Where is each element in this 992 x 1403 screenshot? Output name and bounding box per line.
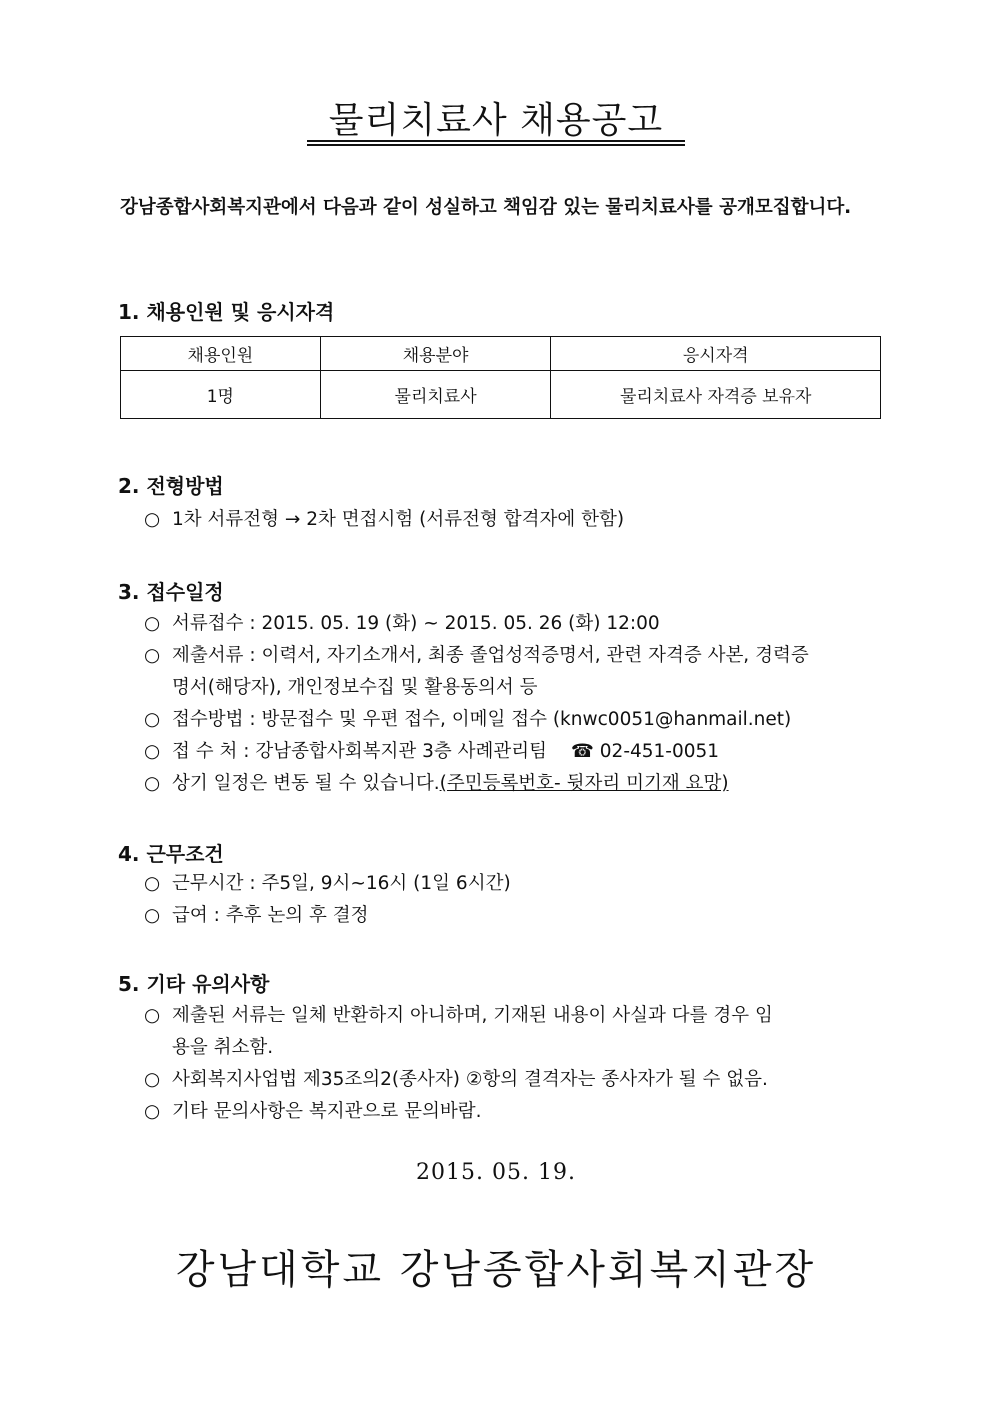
list-item: ○ 제출된 서류는 일체 반환하지 아니하며, 기재된 내용이 사실과 다를 경우 임 — [144, 1000, 773, 1032]
bullet-icon: ○ — [144, 873, 161, 894]
section5-heading: 5. 기타 유의사항 — [118, 972, 270, 996]
bullet-icon: ○ — [144, 773, 161, 794]
list-item-continuation: 용을 취소함. — [172, 1037, 274, 1058]
list-item: ○ 접 수 처 : 강남종합사회복지관 3층 사례관리팀 ☎ 02-451-0051 — [144, 736, 719, 768]
bullet-icon: ○ — [144, 1101, 161, 1122]
list-item: ○ 서류접수 : 2015. 05. 19 (화) ~ 2015. 05. 26 (화) 12:00 — [144, 608, 660, 640]
title-underline — [307, 144, 685, 146]
intro-paragraph: 강남종합사회복지관에서 다음과 같이 성실하고 책임감 있는 물리치료사를 공개모집합니다. — [120, 197, 852, 218]
bullet-icon: ○ — [144, 1005, 161, 1026]
phone-number: ☎ 02-451-0051 — [570, 741, 720, 762]
recruit-table — [120, 336, 881, 419]
list-item: ○ 급여 : 추후 논의 후 결정 — [144, 900, 368, 932]
table-row — [121, 371, 881, 419]
page-title: 물리치료사 채용공고 — [328, 100, 664, 141]
table-header-cell: 응시자격 — [551, 337, 881, 371]
table-cell: 1명 — [121, 371, 321, 419]
resident-number-note: (주민등록번호- 뒷자리 미기재 요망) — [439, 773, 729, 794]
list-item: ○ 1차 서류전형 → 2차 면접시험 (서류전형 합격자에 한함) — [144, 504, 624, 536]
table-cell: 물리치료사 — [320, 371, 551, 419]
section4-heading: 4. 근무조건 — [118, 842, 224, 866]
bullet-icon: ○ — [144, 905, 161, 926]
bullet-icon: ○ — [144, 613, 161, 634]
title-underline — [307, 140, 685, 142]
table-header-cell: 채용분야 — [320, 337, 551, 371]
section1-heading: 1. 채용인원 및 응시자격 — [118, 300, 335, 324]
bullet-icon: ○ — [144, 645, 161, 666]
list-item-continuation: 명서(해당자), 개인정보수집 및 활용동의서 등 — [172, 677, 538, 698]
section3-heading: 3. 접수일정 — [118, 580, 224, 604]
organization-signature: 강남대학교 강남종합사회복지관장 — [175, 1247, 817, 1293]
list-item: ○ 제출서류 : 이력서, 자기소개서, 최종 졸업성적증명서, 관련 자격증 사본, 경력증 — [144, 640, 809, 672]
list-item: ○ 접수방법 : 방문접수 및 우편 접수, 이메일 접수 (knwc0051@hanmail.net) — [144, 704, 791, 736]
section2-heading: 2. 전형방법 — [118, 474, 224, 498]
bullet-icon: ○ — [144, 509, 161, 530]
list-item: ○ 근무시간 : 주5일, 9시~16시 (1일 6시간) — [144, 868, 511, 900]
list-item: ○ 사회복지사업법 제35조의2(종사자) ②항의 결격자는 종사자가 될 수 없음. — [144, 1064, 768, 1096]
list-item: ○ 상기 일정은 변동 될 수 있습니다.(주민등록번호- 뒷자리 미기재 요망) — [144, 768, 729, 800]
table-header-cell: 채용인원 — [121, 337, 321, 371]
table-header-row — [121, 337, 881, 371]
table-cell: 물리치료사 자격증 보유자 — [551, 371, 881, 419]
list-item: ○ 기타 문의사항은 복지관으로 문의바람. — [144, 1096, 481, 1128]
bullet-icon: ○ — [144, 709, 161, 730]
bullet-icon: ○ — [144, 741, 161, 762]
bullet-icon: ○ — [144, 1069, 161, 1090]
announcement-date: 2015. 05. 19. — [416, 1160, 576, 1185]
